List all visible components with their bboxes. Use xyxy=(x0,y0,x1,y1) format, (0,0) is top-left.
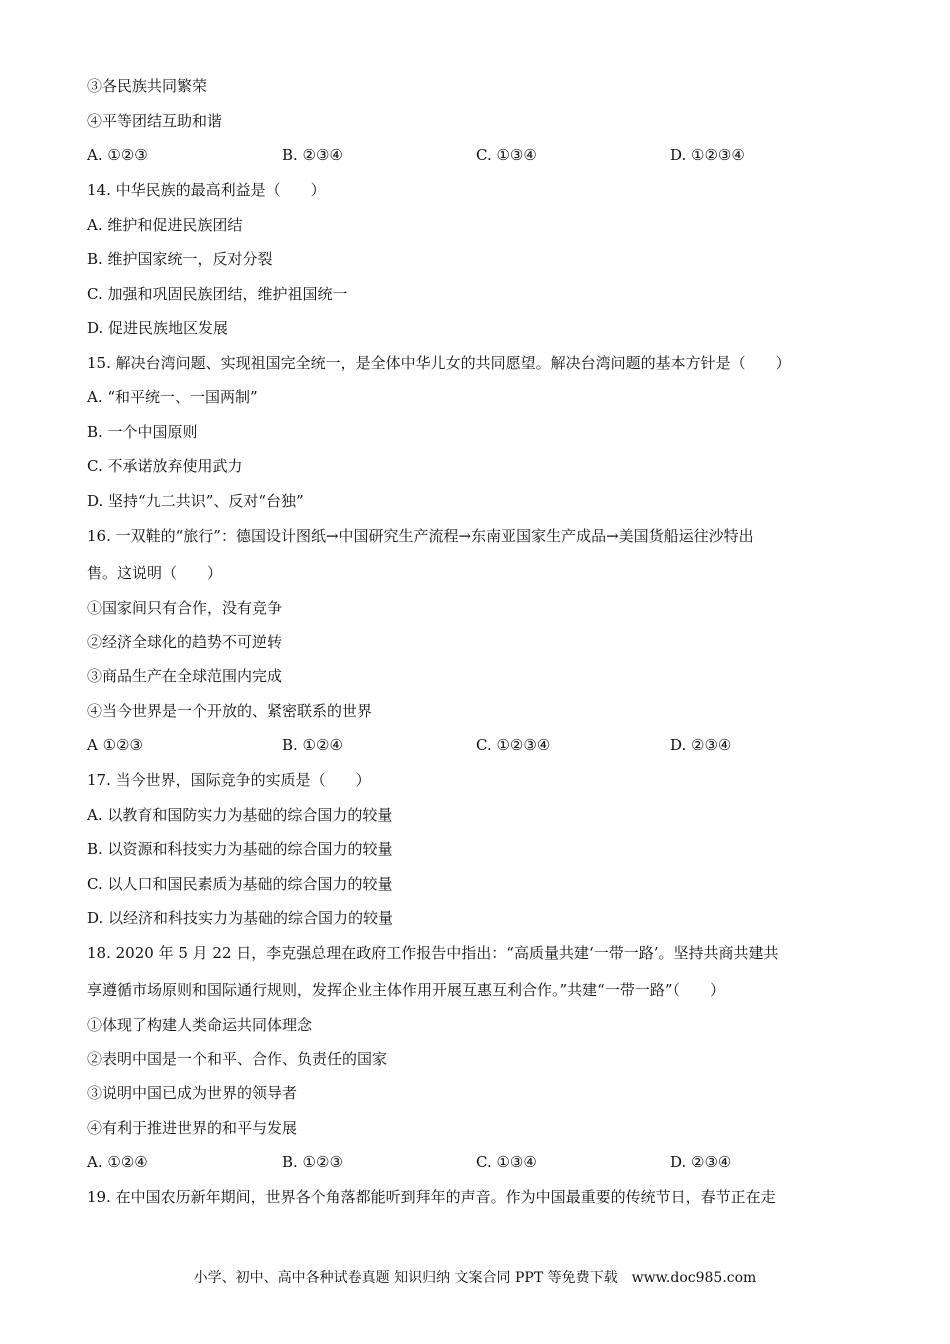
q16-option-d: D. ②③④ xyxy=(670,736,732,754)
q17-option-b: B. 以资源和科技实力为基础的综合国力的较量 xyxy=(87,840,393,858)
q16-option-b: B. ①②④ xyxy=(282,736,343,754)
q18-option-d: D. ②③④ xyxy=(670,1153,732,1171)
q14-option-d: D. 促进民族地区发展 xyxy=(87,319,229,337)
q18-statement-4: ④有利于推进世界的和平与发展 xyxy=(87,1119,298,1137)
page-footer: 小学、初中、高中各种试卷真题 知识归纳 文案合同 PPT 等免费下载 www.doc985.com xyxy=(193,1270,757,1286)
q18-statement-2: ②表明中国是一个和平、合作、负责任的国家 xyxy=(87,1050,388,1068)
q15-option-c: C. 不承诺放弃使用武力 xyxy=(87,457,243,475)
q16-option-c: C. ①②③④ xyxy=(476,736,551,754)
q15-option-d: D. 坚持“九二共识”、反对“台独” xyxy=(87,492,304,510)
q18-options xyxy=(87,1152,867,1172)
q16-statement-2: ②经济全球化的趋势不可逆转 xyxy=(87,633,283,651)
q13-statement-4: ④平等团结互助和谐 xyxy=(87,112,223,130)
q17-stem: 17. 当今世界，国际竞争的实质是（ ） xyxy=(87,771,371,789)
q16-statement-4: ④当今世界是一个开放的、紧密联系的世界 xyxy=(87,702,373,720)
q17-option-c: C. 以人口和国民素质为基础的综合国力的较量 xyxy=(87,875,393,893)
q18-statement-3: ③说明中国已成为世界的领导者 xyxy=(87,1084,298,1102)
q18-stem-line1: 18. 2020 年 5 月 22 日，李克强总理在政府工作报告中指出：“高质量共建‘一带一路’。坚持共商共建共 xyxy=(87,944,779,962)
q14-option-a: A. 维护和促进民族团结 xyxy=(87,216,243,234)
q15-option-b: B. 一个中国原则 xyxy=(87,423,198,441)
q13-statement-3: ③各民族共同繁荣 xyxy=(87,77,208,95)
q13-option-d: D. ①②③④ xyxy=(670,146,745,164)
q17-option-d: D. 以经济和科技实力为基础的综合国力的较量 xyxy=(87,909,394,927)
q13-option-b: B. ②③④ xyxy=(282,146,343,164)
q18-option-c: C. ①③④ xyxy=(476,1153,537,1171)
q18-stem-line2: 享遵循市场原则和国际通行规则，发挥企业主体作用开展互惠互利合作。”共建“一带一路”（ ） xyxy=(87,981,726,999)
q16-options xyxy=(87,735,867,755)
q16-stem-line1: 16. 一双鞋的“旅行”：德国设计图纸→中国研究生产流程→东南亚国家生产成品→美国货船运往沙特出 xyxy=(87,527,754,545)
q18-statement-1: ①体现了构建人类命运共同体理念 xyxy=(87,1016,313,1034)
q15-option-a: A. “和平统一、一国两制” xyxy=(87,388,258,406)
q14-option-b: B. 维护国家统一，反对分裂 xyxy=(87,250,273,268)
q18-option-a: A. ①②④ xyxy=(87,1153,148,1171)
q13-option-c: C. ①③④ xyxy=(476,146,537,164)
q16-option-a: A ①②③ xyxy=(87,736,143,754)
q18-option-b: B. ①②③ xyxy=(282,1153,343,1171)
q19-stem-line1: 19. 在中国农历新年期间，世界各个角落都能听到拜年的声音。作为中国最重要的传统节日，春节正在走 xyxy=(87,1188,776,1206)
q16-statement-3: ③商品生产在全球范围内完成 xyxy=(87,667,283,685)
q16-stem-line2: 售。这说明（ ） xyxy=(87,564,223,582)
q14-stem: 14. 中华民族的最高利益是（ ） xyxy=(87,181,326,199)
q13-options xyxy=(87,145,867,165)
q15-stem: 15. 解决台湾问题、实现祖国完全统一，是全体中华儿女的共同愿望。解决台湾问题的基本方针是（ ） xyxy=(87,354,791,372)
q14-option-c: C. 加强和巩固民族团结，维护祖国统一 xyxy=(87,285,348,303)
q13-option-a: A. ①②③ xyxy=(87,146,148,164)
q17-option-a: A. 以教育和国防实力为基础的综合国力的较量 xyxy=(87,806,393,824)
q16-statement-1: ①国家间只有合作，没有竞争 xyxy=(87,599,283,617)
